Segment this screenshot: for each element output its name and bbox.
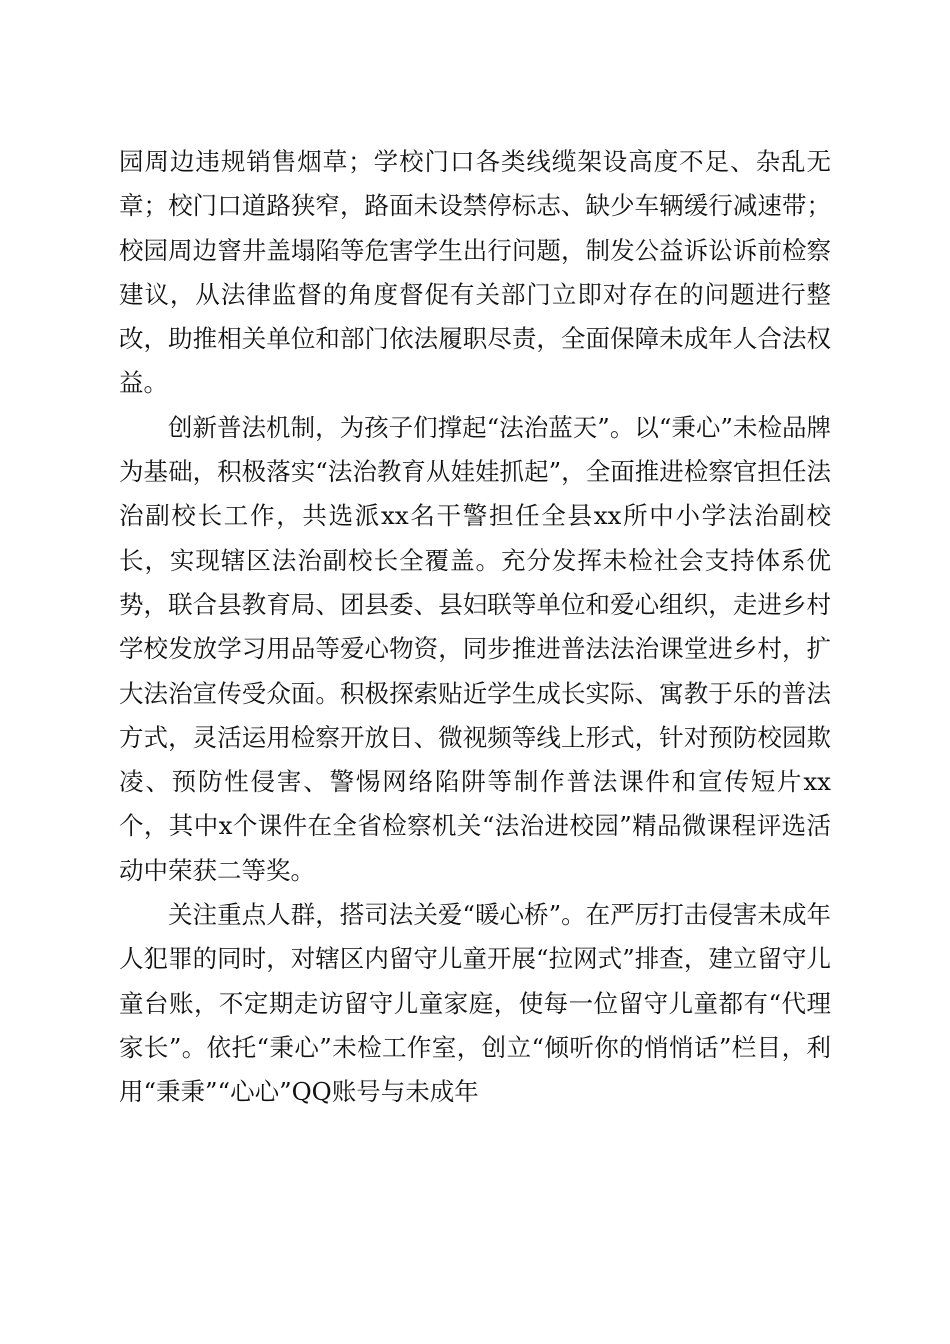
document-body — [119, 140, 831, 1115]
paragraph-care-for-children: 关注重点人群，搭司法关爱“暖心桥”。在严厉打击侵害未成年人犯罪的同时，对辖区内留守儿童开展“拉网式”排查，建立留守儿童台账，不定期走访留守儿童家庭，使每一位留守儿童都有“代理家长”。依托“秉心”未检工作室，创立“倾听你的悄悄话”栏目，利用“秉秉”“心心”QQ账号与未成年 — [119, 900, 831, 1107]
paragraph-continuation: 园周边违规销售烟草；学校门口各类线缆架设高度不足、杂乱无章；校门口道路狭窄，路面未设禁停标志、缺少车辆缓行减速带；校园周边窨井盖塌陷等危害学生出行问题，制发公益诉讼诉前检察建议，从法律监督的角度督促有关部门立即对存在的问题进行整改，助推相关单位和部门依法履职尽责，全面保障未成年人合法权益。 — [119, 147, 831, 398]
paragraph-legal-education: 创新普法机制，为孩子们撑起“法治蓝天”。以“秉心”未检品牌为基础，积极落实“法治教育从娃娃抓起”，全面推进检察官担任法治副校长工作，共选派xx名干警担任全县xx所中小学法治副校长，实现辖区法治副校长全覆盖。充分发挥未检社会支持体系优势，联合县教育局、团县委、县妇联等单位和爱心组织，走进乡村学校发放学习用品等爱心物资，同步推进普法法治课堂进乡村，扩大法治宣传受众面。积极探索贴近学生成长实际、寓教于乐的普法方式，灵活运用检察开放日、微视频等线上形式，针对预防校园欺凌、预防性侵害、警惕网络陷阱等制作普法课件和宣传短片xx个，其中x个课件在全省检察机关“法治进校园”精品微课程评选活动中荣获二等奖。 — [119, 412, 831, 885]
